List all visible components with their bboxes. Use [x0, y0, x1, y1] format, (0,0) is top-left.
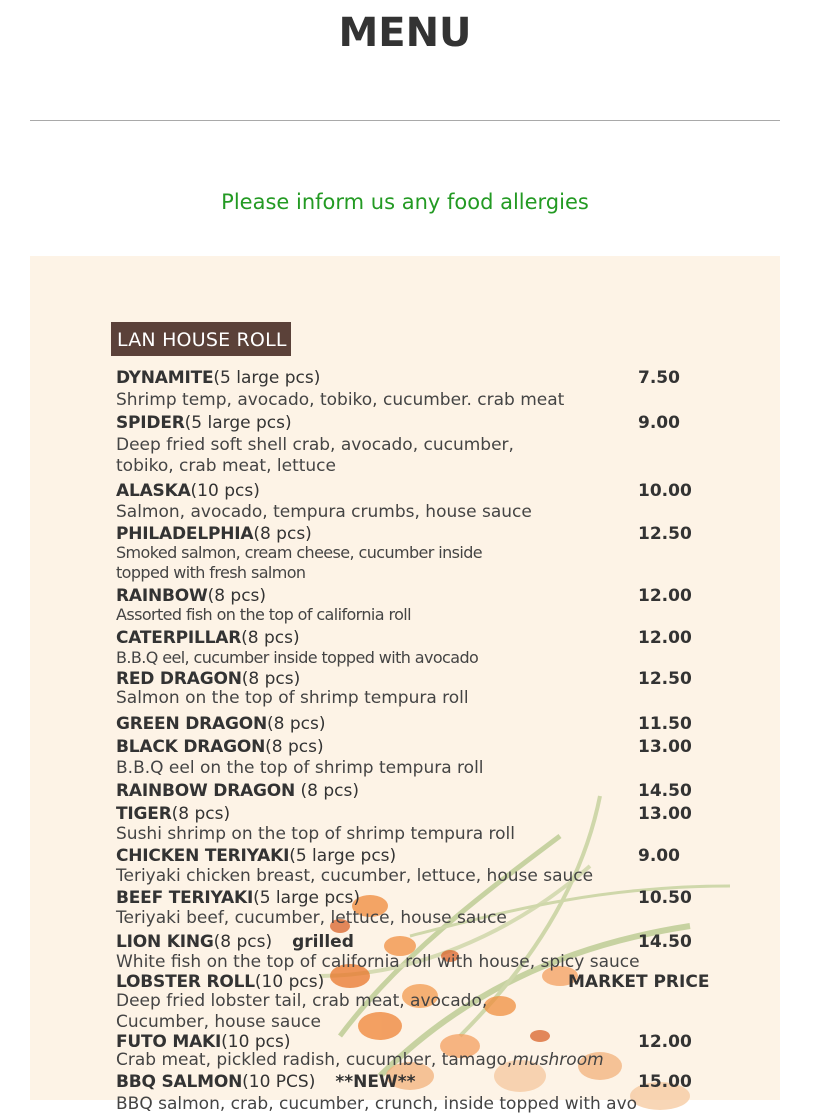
menu-item-name: SPIDER	[116, 413, 185, 433]
menu-item-description: Salmon on the top of shrimp tempura roll	[116, 688, 469, 708]
menu-item-name: ALASKA	[116, 481, 191, 501]
menu-item-description: topped with fresh salmon	[116, 563, 306, 582]
menu-item-name: RAINBOW	[116, 586, 208, 606]
menu-item-name: BEEF TERIYAKI	[116, 888, 254, 908]
menu-item-quantity: (10 pcs)	[221, 1032, 291, 1052]
menu-item-title	[116, 669, 300, 689]
menu-item-name: LION KING	[116, 932, 214, 952]
menu-item-quantity: (10 pcs)	[254, 972, 325, 992]
menu-item-tag: **NEW**	[335, 1072, 416, 1092]
menu-item-price: 14.50	[638, 781, 692, 801]
allergy-notice: Please inform us any food allergies	[221, 190, 589, 214]
menu-item-price: 9.00	[638, 846, 680, 866]
menu-item-description: Cucumber, house sauce	[116, 1012, 321, 1032]
menu-item-quantity: (8 pcs)	[253, 524, 312, 544]
menu-item-quantity: (10 PCS)	[242, 1072, 316, 1092]
menu-item-description: BBQ salmon, crab, cucumber, crunch, inside topped with avo	[116, 1094, 638, 1114]
menu-item-price: 10.00	[638, 481, 692, 501]
menu-item-price: 7.50	[638, 368, 680, 388]
menu-item-description: Crab meat, pickled radish, cucumber, tamago,mushroom	[116, 1050, 604, 1070]
menu-item-description: B.B.Q eel on the top of shrimp tempura roll	[116, 758, 484, 778]
menu-item-name: PHILADELPHIA	[116, 524, 254, 544]
menu-item-name: BBQ SALMON	[116, 1072, 243, 1092]
menu-item-description: Teriyaki beef, cucumber, lettuce, house sauce	[116, 908, 507, 928]
menu-item-quantity: (8 pcs)	[171, 804, 231, 824]
menu-item-description: tobiko, crab meat, lettuce	[116, 456, 336, 476]
menu-item-name: CATERPILLAR	[116, 628, 242, 648]
menu-item-price: 10.50	[638, 888, 692, 908]
menu-item-quantity: (5 large pcs)	[213, 368, 321, 388]
menu-item-title	[116, 586, 266, 606]
menu-item-price: 15.00	[638, 1072, 692, 1092]
menu-image	[30, 256, 780, 1114]
menu-item-description: Smoked salmon, cream cheese, cucumber inside	[116, 543, 482, 562]
menu-item-title	[116, 972, 324, 992]
menu-item-title	[116, 714, 326, 734]
menu-item-description: Deep fried lobster tail, crab meat, avocado,	[116, 991, 488, 1011]
menu-item-title	[116, 413, 292, 433]
menu-item-description: Salmon, avocado, tempura crumbs, house sauce	[116, 502, 532, 522]
menu-item-title	[116, 888, 360, 908]
menu-item-price: 11.50	[638, 714, 692, 734]
menu-item-quantity: (5 large pcs)	[289, 846, 397, 866]
menu-item-description: Deep fried soft shell crab, avocado, cucumber,	[116, 435, 514, 455]
menu-item-quantity: (8 pcs)	[213, 932, 273, 952]
menu-item-title	[116, 481, 260, 501]
menu-item-price: 12.50	[638, 669, 692, 689]
menu-item-price: 13.00	[638, 804, 692, 824]
menu-item-quantity: (8 pcs)	[265, 737, 324, 757]
menu-item-title	[116, 368, 320, 388]
menu-item-quantity: (5 large pcs)	[184, 413, 292, 433]
menu-item-title	[116, 1072, 416, 1092]
menu-item-title	[116, 932, 354, 952]
menu-item-price: 12.00	[638, 628, 692, 648]
menu-item-description: Shrimp temp, avocado, tobiko, cucumber. crab meat	[116, 390, 565, 410]
menu-item-title	[116, 524, 312, 544]
menu-item-name: LOBSTER ROLL	[116, 972, 255, 992]
menu-item-title	[116, 781, 359, 801]
menu-item-price: 9.00	[638, 413, 680, 433]
menu-item-price: 12.50	[638, 524, 692, 544]
menu-item-price: 14.50	[638, 932, 692, 952]
page-title: MENU	[338, 10, 472, 56]
menu-item-description: Sushi shrimp on the top of shrimp tempura roll	[116, 824, 515, 844]
menu-item-description: B.B.Q eel, cucumber inside topped with avocado	[116, 648, 479, 667]
menu-item-price: MARKET PRICE	[568, 972, 710, 992]
menu-item-title	[116, 1032, 290, 1052]
menu-item-title	[116, 737, 324, 757]
section-header: LAN HOUSE ROLL	[111, 322, 291, 356]
menu-item-name: FUTO MAKI	[116, 1032, 222, 1052]
menu-item-title	[116, 804, 230, 824]
menu-item-name: RED DRAGON	[116, 669, 242, 689]
menu-item-quantity: (10 pcs)	[190, 481, 260, 501]
menu-item-price: 12.00	[638, 586, 692, 606]
menu-item-quantity: (8 pcs)	[241, 669, 301, 689]
menu-item-name: GREEN DRAGON	[116, 714, 268, 734]
menu-item-description: Assorted fish on the top of california roll	[116, 605, 411, 624]
menu-item-title	[116, 628, 300, 648]
menu-item-name: CHICKEN TERIYAKI	[116, 846, 290, 866]
menu-item-quantity: (8 pcs)	[207, 586, 267, 606]
menu-item-name: RAINBOW DRAGON	[116, 781, 296, 801]
menu-item-quantity: (8 pcs)	[267, 714, 326, 734]
menu-item-description: White fish on the top of california roll with house, spicy sauce	[116, 952, 640, 972]
menu-item-name: TIGER	[116, 804, 172, 824]
menu-item-quantity: (5 large pcs)	[253, 888, 361, 908]
menu-item-name: DYNAMITE	[116, 368, 214, 388]
menu-item-price: 12.00	[638, 1032, 692, 1052]
menu-item-tag: grilled	[292, 932, 354, 952]
menu-item-description: Teriyaki chicken breast, cucumber, lettuce, house sauce	[116, 866, 594, 886]
menu-item-price: 13.00	[638, 737, 692, 757]
menu-item-quantity: (8 pcs)	[241, 628, 300, 648]
menu-item-description-italic: mushroom	[512, 1050, 604, 1070]
menu-item-name: BLACK DRAGON	[116, 737, 266, 757]
menu-item-quantity: (8 pcs)	[295, 781, 359, 801]
divider	[30, 120, 780, 121]
menu-item-title	[116, 846, 396, 866]
